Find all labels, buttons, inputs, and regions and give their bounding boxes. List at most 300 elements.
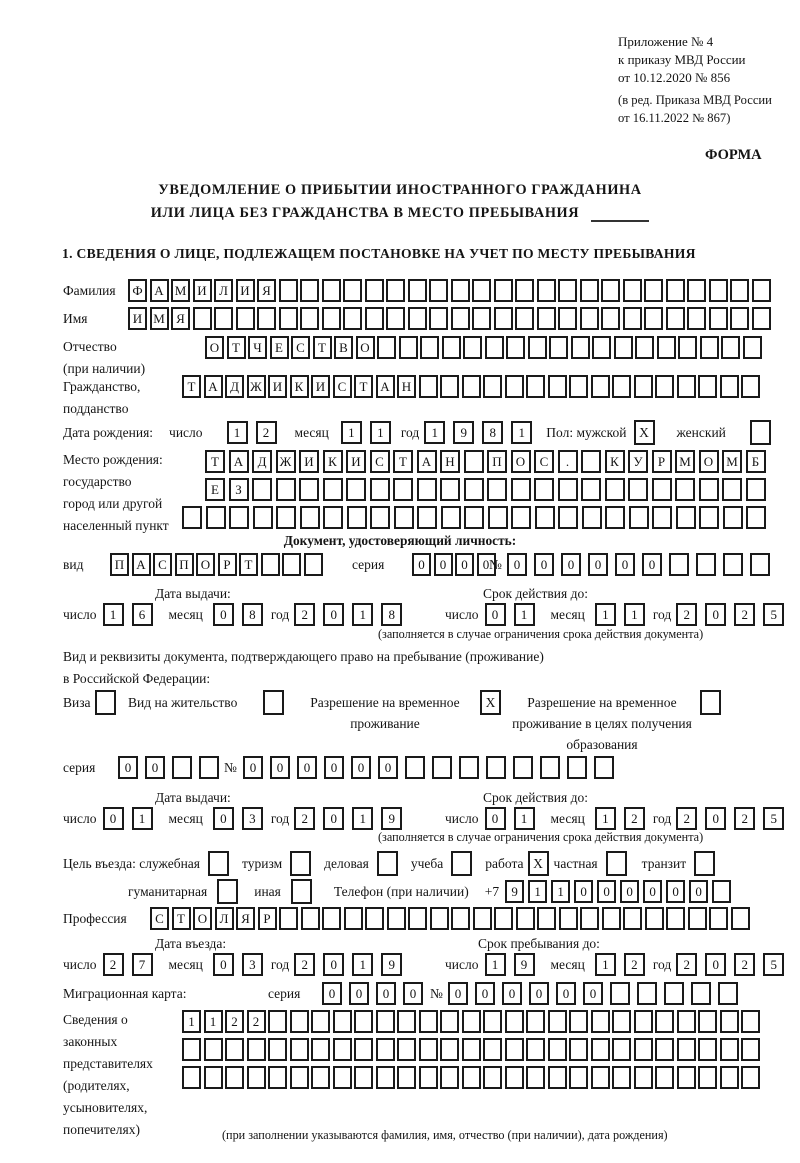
char-box[interactable] (304, 553, 323, 576)
char-box[interactable]: 0 (323, 603, 344, 626)
char-box[interactable] (344, 907, 363, 930)
char-box[interactable]: К (290, 375, 309, 398)
sex-female-checkbox[interactable] (750, 420, 771, 445)
char-box[interactable]: Т (172, 907, 191, 930)
char-box[interactable] (558, 307, 577, 330)
char-box[interactable]: 2 (676, 953, 697, 976)
char-box[interactable] (299, 478, 319, 501)
char-box[interactable]: 0 (534, 553, 554, 576)
char-box[interactable] (629, 506, 649, 529)
stay-day-boxes[interactable] (485, 953, 543, 976)
char-box[interactable] (614, 336, 633, 359)
char-box[interactable] (472, 307, 491, 330)
char-box[interactable]: С (291, 336, 310, 359)
char-box[interactable] (537, 307, 556, 330)
char-box[interactable]: А (417, 450, 437, 473)
char-box[interactable] (675, 478, 695, 501)
char-box[interactable]: 1 (352, 603, 373, 626)
char-box[interactable]: М (171, 279, 190, 302)
char-box[interactable]: 2 (676, 603, 697, 626)
char-box[interactable] (548, 375, 567, 398)
char-box[interactable] (370, 506, 390, 529)
char-box[interactable] (417, 506, 437, 529)
char-box[interactable] (513, 756, 533, 779)
char-box[interactable] (750, 553, 770, 576)
char-box[interactable]: 5 (763, 953, 784, 976)
char-box[interactable] (582, 506, 602, 529)
char-box[interactable] (677, 1010, 696, 1033)
char-box[interactable] (698, 375, 717, 398)
char-box[interactable] (394, 506, 414, 529)
char-box[interactable]: 0 (705, 953, 726, 976)
char-box[interactable]: Т (205, 450, 225, 473)
char-box[interactable]: 8 (381, 603, 402, 626)
char-box[interactable] (429, 307, 448, 330)
char-box[interactable] (451, 307, 470, 330)
char-box[interactable] (699, 506, 719, 529)
char-box[interactable]: 0 (213, 603, 234, 626)
char-box[interactable] (709, 907, 728, 930)
char-box[interactable] (591, 375, 610, 398)
char-box[interactable]: И (236, 279, 255, 302)
char-box[interactable]: Р (258, 907, 277, 930)
char-box[interactable] (712, 880, 731, 903)
char-box[interactable] (252, 478, 272, 501)
char-box[interactable]: М (150, 307, 169, 330)
char-box[interactable] (628, 478, 648, 501)
char-box[interactable] (605, 506, 625, 529)
char-box[interactable]: О (699, 450, 719, 473)
char-box[interactable]: 0 (529, 982, 549, 1005)
permit-series-boxes[interactable] (118, 756, 226, 779)
char-box[interactable]: Ж (276, 450, 296, 473)
char-box[interactable] (655, 1038, 674, 1061)
char-box[interactable] (193, 307, 212, 330)
char-box[interactable] (300, 506, 320, 529)
char-box[interactable]: 0 (103, 807, 124, 830)
char-box[interactable]: 9 (505, 880, 524, 903)
char-box[interactable]: 0 (615, 553, 635, 576)
char-box[interactable] (311, 1038, 330, 1061)
char-box[interactable] (612, 375, 631, 398)
char-box[interactable] (591, 1010, 610, 1033)
char-box[interactable]: 0 (705, 807, 726, 830)
char-box[interactable] (214, 307, 233, 330)
char-box[interactable]: С (150, 907, 169, 930)
char-box[interactable]: Л (214, 279, 233, 302)
char-box[interactable] (462, 1066, 481, 1089)
char-box[interactable] (419, 375, 438, 398)
char-box[interactable]: 6 (132, 603, 153, 626)
char-box[interactable] (526, 1066, 545, 1089)
char-box[interactable] (494, 279, 513, 302)
char-box[interactable]: 0 (666, 880, 685, 903)
char-box[interactable] (463, 336, 482, 359)
char-box[interactable]: О (356, 336, 375, 359)
char-box[interactable] (483, 1038, 502, 1061)
char-box[interactable] (322, 907, 341, 930)
char-box[interactable]: Е (205, 478, 225, 501)
char-box[interactable]: 1 (595, 953, 616, 976)
char-box[interactable] (322, 307, 341, 330)
char-box[interactable] (558, 279, 577, 302)
char-box[interactable]: 0 (574, 880, 593, 903)
char-box[interactable] (204, 1066, 223, 1089)
char-box[interactable] (290, 1010, 309, 1033)
char-box[interactable]: 1 (595, 603, 616, 626)
char-box[interactable] (548, 1038, 567, 1061)
char-box[interactable] (676, 506, 696, 529)
purpose-official-checkbox[interactable] (208, 851, 229, 876)
char-box[interactable] (247, 1066, 266, 1089)
char-box[interactable] (487, 478, 507, 501)
permit-issue-month-boxes[interactable] (213, 807, 271, 830)
char-box[interactable] (540, 756, 560, 779)
char-box[interactable] (464, 506, 484, 529)
char-box[interactable] (730, 307, 749, 330)
char-box[interactable] (311, 1010, 330, 1033)
char-box[interactable] (377, 336, 396, 359)
doc-expiry-year-boxes[interactable] (676, 603, 792, 626)
char-box[interactable] (236, 307, 255, 330)
char-box[interactable] (387, 907, 406, 930)
char-box[interactable]: 0 (588, 553, 608, 576)
char-box[interactable]: 1 (485, 953, 506, 976)
char-box[interactable] (282, 553, 301, 576)
char-box[interactable] (417, 478, 437, 501)
char-box[interactable] (172, 756, 192, 779)
char-box[interactable] (462, 375, 481, 398)
char-box[interactable]: В (334, 336, 353, 359)
char-box[interactable] (486, 756, 506, 779)
char-box[interactable] (204, 1038, 223, 1061)
doc-issue-month-boxes[interactable] (213, 603, 271, 626)
char-box[interactable]: А (150, 279, 169, 302)
char-box[interactable]: 0 (403, 982, 423, 1005)
char-box[interactable]: А (204, 375, 223, 398)
char-box[interactable] (698, 1038, 717, 1061)
char-box[interactable]: 7 (132, 953, 153, 976)
migration-number-boxes[interactable] (448, 982, 745, 1005)
doc-series-boxes[interactable] (412, 553, 498, 576)
sex-male-checkbox[interactable]: X (634, 420, 655, 445)
char-box[interactable]: 8 (482, 421, 503, 444)
char-box[interactable] (594, 756, 614, 779)
doc-expiry-month-boxes[interactable] (595, 603, 653, 626)
permit-expiry-month-boxes[interactable] (595, 807, 653, 830)
char-box[interactable] (354, 1010, 373, 1033)
char-box[interactable]: 3 (242, 807, 263, 830)
char-box[interactable]: М (722, 450, 742, 473)
char-box[interactable]: Ч (248, 336, 267, 359)
char-box[interactable]: 0 (243, 756, 263, 779)
char-box[interactable] (365, 907, 384, 930)
char-box[interactable] (558, 506, 578, 529)
char-box[interactable] (505, 1038, 524, 1061)
entry-day-boxes[interactable] (103, 953, 161, 976)
char-box[interactable]: 1 (352, 953, 373, 976)
char-box[interactable] (664, 982, 684, 1005)
residence-permit-checkbox[interactable] (263, 690, 284, 715)
char-box[interactable]: 0 (213, 807, 234, 830)
char-box[interactable] (678, 336, 697, 359)
stay-month-boxes[interactable] (595, 953, 653, 976)
char-box[interactable] (657, 336, 676, 359)
char-box[interactable]: Т (182, 375, 201, 398)
char-box[interactable]: 2 (247, 1010, 266, 1033)
char-box[interactable]: Л (215, 907, 234, 930)
char-box[interactable] (528, 336, 547, 359)
char-box[interactable] (526, 375, 545, 398)
char-box[interactable]: 0 (378, 756, 398, 779)
char-box[interactable]: 0 (448, 982, 468, 1005)
char-box[interactable]: К (323, 450, 343, 473)
char-box[interactable] (441, 506, 461, 529)
char-box[interactable] (746, 478, 766, 501)
char-box[interactable] (730, 279, 749, 302)
char-box[interactable] (354, 1066, 373, 1089)
char-box[interactable] (623, 907, 642, 930)
char-box[interactable] (610, 982, 630, 1005)
char-box[interactable] (677, 1066, 696, 1089)
char-box[interactable] (333, 1066, 352, 1089)
char-box[interactable] (699, 478, 719, 501)
char-box[interactable] (440, 1066, 459, 1089)
char-box[interactable]: 0 (689, 880, 708, 903)
doc-expiry-day-boxes[interactable] (485, 603, 543, 626)
purpose-study-checkbox[interactable] (451, 851, 472, 876)
char-box[interactable]: 2 (225, 1010, 244, 1033)
char-box[interactable] (206, 506, 226, 529)
permit-expiry-day-boxes[interactable] (485, 807, 543, 830)
char-box[interactable]: 9 (453, 421, 474, 444)
char-box[interactable]: И (346, 450, 366, 473)
char-box[interactable] (526, 1038, 545, 1061)
char-box[interactable]: 9 (514, 953, 535, 976)
char-box[interactable]: 0 (485, 807, 506, 830)
char-box[interactable] (182, 1038, 201, 1061)
purpose-private-checkbox[interactable] (606, 851, 627, 876)
permit-issue-day-boxes[interactable] (103, 807, 161, 830)
char-box[interactable]: О (193, 907, 212, 930)
char-box[interactable]: М (675, 450, 695, 473)
char-box[interactable]: 1 (204, 1010, 223, 1033)
char-box[interactable]: Р (652, 450, 672, 473)
char-box[interactable]: 2 (294, 807, 315, 830)
char-box[interactable]: 1 (514, 603, 535, 626)
char-box[interactable] (655, 1010, 674, 1033)
char-box[interactable]: Е (270, 336, 289, 359)
entry-year-boxes[interactable] (294, 953, 410, 976)
char-box[interactable] (247, 1038, 266, 1061)
char-box[interactable] (511, 478, 531, 501)
char-box[interactable] (365, 279, 384, 302)
char-box[interactable]: 1 (528, 880, 547, 903)
stay-year-boxes[interactable] (676, 953, 792, 976)
char-box[interactable] (485, 336, 504, 359)
char-box[interactable] (569, 375, 588, 398)
char-box[interactable] (720, 375, 739, 398)
char-box[interactable] (623, 279, 642, 302)
char-box[interactable] (451, 907, 470, 930)
char-box[interactable]: П (175, 553, 194, 576)
char-box[interactable]: 2 (734, 953, 755, 976)
char-box[interactable]: 2 (624, 807, 645, 830)
char-box[interactable] (644, 307, 663, 330)
char-box[interactable] (397, 1038, 416, 1061)
char-box[interactable]: 1 (511, 421, 532, 444)
char-box[interactable]: 0 (434, 553, 453, 576)
purpose-work-checkbox[interactable]: X (528, 851, 549, 876)
char-box[interactable]: 1 (424, 421, 445, 444)
char-box[interactable]: А (229, 450, 249, 473)
char-box[interactable] (494, 907, 513, 930)
char-box[interactable] (720, 1010, 739, 1033)
char-box[interactable] (322, 279, 341, 302)
char-box[interactable]: 0 (507, 553, 527, 576)
char-box[interactable]: Ф (128, 279, 147, 302)
birthplace-row3-boxes[interactable] (182, 506, 770, 529)
char-box[interactable]: Д (252, 450, 272, 473)
char-box[interactable]: 9 (381, 807, 402, 830)
char-box[interactable] (459, 756, 479, 779)
char-box[interactable] (691, 982, 711, 1005)
char-box[interactable] (182, 1066, 201, 1089)
char-box[interactable] (655, 375, 674, 398)
char-box[interactable] (386, 279, 405, 302)
char-box[interactable] (268, 1038, 287, 1061)
char-box[interactable]: 0 (349, 982, 369, 1005)
char-box[interactable] (268, 1010, 287, 1033)
char-box[interactable]: 2 (624, 953, 645, 976)
char-box[interactable] (365, 307, 384, 330)
char-box[interactable] (652, 478, 672, 501)
purpose-transit-checkbox[interactable] (694, 851, 715, 876)
birth-day-boxes[interactable] (227, 421, 285, 444)
char-box[interactable] (419, 1038, 438, 1061)
char-box[interactable]: И (311, 375, 330, 398)
reps-row1-boxes[interactable] (182, 1010, 763, 1033)
char-box[interactable] (741, 375, 760, 398)
char-box[interactable] (488, 506, 508, 529)
char-box[interactable] (483, 375, 502, 398)
char-box[interactable] (386, 307, 405, 330)
char-box[interactable] (537, 279, 556, 302)
char-box[interactable]: З (229, 478, 249, 501)
char-box[interactable] (612, 1010, 631, 1033)
char-box[interactable] (420, 336, 439, 359)
char-box[interactable] (752, 279, 771, 302)
char-box[interactable] (405, 756, 425, 779)
char-box[interactable] (655, 1066, 674, 1089)
char-box[interactable]: У (628, 450, 648, 473)
char-box[interactable]: 1 (341, 421, 362, 444)
char-box[interactable]: 1 (132, 807, 153, 830)
char-box[interactable] (569, 1066, 588, 1089)
char-box[interactable] (261, 553, 280, 576)
char-box[interactable] (688, 907, 707, 930)
char-box[interactable] (526, 1010, 545, 1033)
char-box[interactable] (720, 1066, 739, 1089)
char-box[interactable] (347, 506, 367, 529)
char-box[interactable] (440, 1038, 459, 1061)
char-box[interactable]: 2 (294, 603, 315, 626)
char-box[interactable] (257, 307, 276, 330)
char-box[interactable] (569, 1038, 588, 1061)
char-box[interactable] (723, 506, 743, 529)
char-box[interactable]: 2 (734, 807, 755, 830)
char-box[interactable] (687, 279, 706, 302)
char-box[interactable]: Н (440, 450, 460, 473)
char-box[interactable]: 0 (412, 553, 431, 576)
char-box[interactable] (634, 375, 653, 398)
permit-issue-year-boxes[interactable] (294, 807, 410, 830)
char-box[interactable] (612, 1038, 631, 1061)
char-box[interactable]: И (128, 307, 147, 330)
char-box[interactable] (300, 307, 319, 330)
doc-type-boxes[interactable] (110, 553, 325, 576)
birth-year-boxes[interactable] (424, 421, 540, 444)
char-box[interactable] (696, 553, 716, 576)
char-box[interactable] (723, 553, 743, 576)
char-box[interactable] (199, 756, 219, 779)
char-box[interactable] (311, 1066, 330, 1089)
char-box[interactable]: 0 (324, 756, 344, 779)
char-box[interactable] (634, 1038, 653, 1061)
char-box[interactable] (516, 907, 535, 930)
char-box[interactable]: 0 (351, 756, 371, 779)
char-box[interactable] (393, 478, 413, 501)
char-box[interactable]: 0 (620, 880, 639, 903)
migration-series-boxes[interactable] (322, 982, 430, 1005)
doc-issue-year-boxes[interactable] (294, 603, 410, 626)
doc-issue-day-boxes[interactable] (103, 603, 161, 626)
entry-month-boxes[interactable] (213, 953, 271, 976)
char-box[interactable] (623, 307, 642, 330)
char-box[interactable]: 0 (583, 982, 603, 1005)
char-box[interactable] (718, 982, 738, 1005)
char-box[interactable] (591, 1066, 610, 1089)
given-name-boxes[interactable] (128, 307, 773, 330)
char-box[interactable] (537, 907, 556, 930)
permit-number-boxes[interactable] (243, 756, 621, 779)
char-box[interactable] (601, 279, 620, 302)
reps-row2-boxes[interactable] (182, 1038, 763, 1061)
char-box[interactable] (301, 907, 320, 930)
char-box[interactable]: 0 (597, 880, 616, 903)
char-box[interactable]: 5 (763, 603, 784, 626)
char-box[interactable]: И (268, 375, 287, 398)
char-box[interactable] (721, 336, 740, 359)
char-box[interactable] (743, 336, 762, 359)
char-box[interactable] (741, 1038, 760, 1061)
char-box[interactable]: 0 (485, 603, 506, 626)
purpose-business-checkbox[interactable] (377, 851, 398, 876)
char-box[interactable]: О (511, 450, 531, 473)
char-box[interactable]: 1 (352, 807, 373, 830)
char-box[interactable] (612, 1066, 631, 1089)
char-box[interactable]: Р (218, 553, 237, 576)
char-box[interactable] (472, 279, 491, 302)
char-box[interactable]: И (193, 279, 212, 302)
char-box[interactable] (323, 506, 343, 529)
char-box[interactable]: 0 (705, 603, 726, 626)
char-box[interactable] (505, 375, 524, 398)
char-box[interactable]: 0 (118, 756, 138, 779)
purpose-other-checkbox[interactable] (291, 879, 312, 904)
char-box[interactable]: Т (354, 375, 373, 398)
char-box[interactable] (408, 307, 427, 330)
